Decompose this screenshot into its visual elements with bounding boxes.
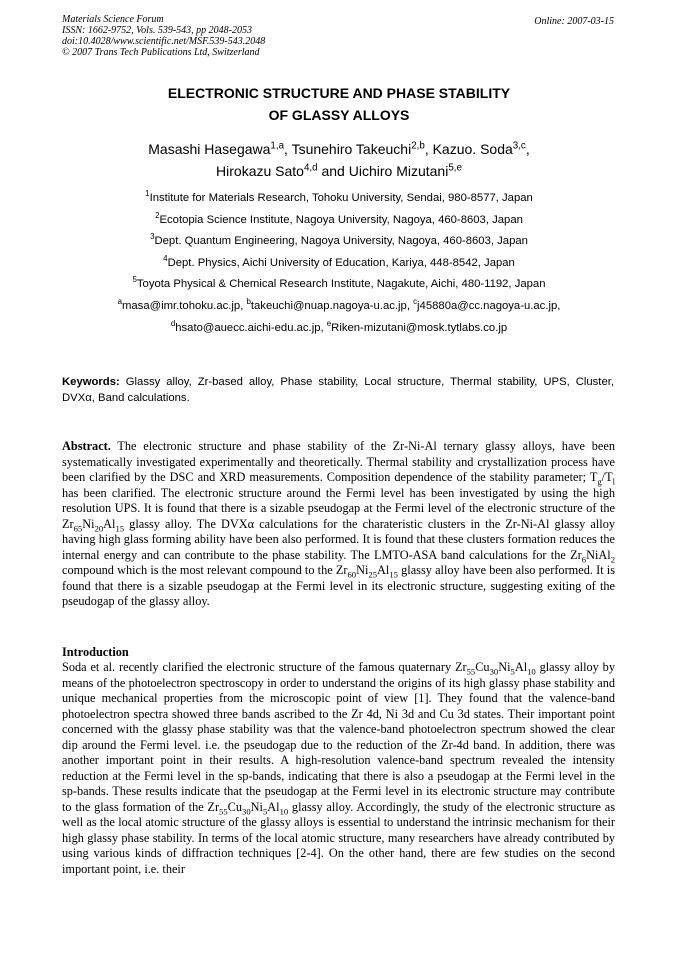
email-link[interactable]: masa@imr.tohoku.ac.jp, (121, 299, 244, 312)
email-link[interactable]: Riken-mizutani@mosk.tytlabs.co.jp (331, 321, 508, 334)
author-affil-mark: 1,a (270, 140, 285, 152)
author-list (0, 138, 678, 182)
email-link[interactable]: j45880a@cc.nagoya-u.ac.jp, (417, 299, 561, 312)
email-line-2: $^d$hsato@auecc.aichi-edu.ac.jp, $^e$Riken-mizutani@mosk.tytlabs.co.jp (170, 318, 508, 334)
author-name: Masashi Hasegawa (148, 141, 271, 157)
author-and: and (321, 163, 345, 179)
keywords-block (62, 374, 614, 406)
affiliation: $^5$Toyota Physical & Chemical Research Institute, Nagakute, Aichi, 480-1192, Japan (132, 275, 546, 291)
keywords-text: Glassy alloy, Zr-based alloy, Phase stability, Local structure, Thermal stability, UPS, Cluster, DVXα, Band calculations. (62, 376, 615, 404)
keywords-label: Keywords: (62, 376, 120, 388)
title-line-1: ELECTRONIC STRUCTURE AND PHASE STABILITY (167, 85, 511, 101)
paper-title (0, 82, 678, 126)
author-line-1: Masashi Hasegawa$^{1,a}$, Tsunehiro Takeuchi$^{2,b}$, Kazuo. Soda$^{3,c}$, (148, 140, 530, 157)
email-link[interactable]: hsato@auecc.aichi-edu.ac.jp, (175, 321, 324, 334)
author-affil-mark: 3,c (512, 140, 526, 152)
affiliation: $^1$Institute for Materials Research, Tohoku University, Sendai, 980-8577, Japan (145, 189, 533, 204)
author-affil-mark: 5,e (448, 162, 462, 174)
author-name: Kazuo. Soda (432, 141, 513, 157)
abstract-label: Abstract. (62, 439, 111, 453)
affiliation: $^4$Dept. Physics, Aichi University of Education, Kariya, 448-8542, Japan (163, 254, 515, 269)
journal-name: Materials Science Forum (62, 14, 164, 25)
issn-line: ISSN: 1662-9752, Vols. 539-543, pp 2048-2053 (62, 25, 252, 36)
author-name: Tsunehiro Takeuchi (291, 141, 412, 157)
title-line-2: OF GLASSY ALLOYS (268, 107, 410, 123)
affiliation-list (0, 188, 678, 339)
online-date: Online: 2007-03-15 (534, 16, 614, 27)
email-line-1: $^a$masa@imr.tohoku.ac.jp, $^b$takeuchi@nuap.nagoya-u.ac.jp, $^c$j45880a@cc.nagoya-u.ac.jp, (117, 297, 561, 312)
email-link[interactable]: takeuchi@nuap.nagoya-u.ac.jp, (250, 299, 410, 312)
author-name: Uichiro Mizutani (348, 163, 449, 179)
author-name: Hirokazu Sato (216, 163, 304, 179)
doi-line: doi:10.4028/www.scientific.net/MSF.539-543.2048 (62, 36, 266, 47)
author-affil-mark: 4,d (303, 162, 318, 174)
copyright-line: © 2007 Trans Tech Publications Ltd, Switzerland (62, 47, 260, 58)
section-heading-introduction: Introduction (62, 645, 129, 659)
journal-header (62, 14, 265, 58)
affiliation: $^2$Ecotopia Science Institute, Nagoya University, Nagoya, 460-8603, Japan (155, 210, 523, 226)
author-line-2 (0, 160, 678, 182)
introduction-paragraph: Soda et al. recently clarified the electronic structure of the famous quaternary $Zr_{55}Cu_{30}Ni_5Al_{10}$ glassy alloy by means of the photoelectron spectroscopy in order to understand the origins of its high glassy phase stability and unique mechanical properties from the microscopic point of view [1]. They found that the valence-band photoelectron spectra showed three bands ascribed to the Zr 4d, Ni 3d and Cu 3d states. Their important point concerned with the glassy phase stability was that the valence-band photoelectron spectrum showed the clear dip around the Fermi level. i.e. the pseudogap due to the reduction of the Zr-4d band. In addition, there was another important point in their results. A high-resolution valence-band spectrum revealed the intensity reduction at the Fermi level in the sp-bands, indicating that there is also a pseudogap at the Fermi level in the sp-bands. These results indicate that the pseudogap at the Fermi level in its electronic structure may contribute to the glass formation of the $Zr_{55}Cu_{30}Ni_5Al_{10}$ glassy alloy. Accordingly, the study of the electronic structure as well as the local atomic structure of the glassy alloys is essential to understand the intrinsic mechanism for their high glassy phase stability. In terms of the local atomic structure, many researchers have already contributed by using various kinds of diffraction techniques [2-4]. On the other hand, there are few studies on the second important point, i.e. their (62, 660, 615, 876)
abstract-paragraph: Abstract. The electronic structure and phase stability of the Zr-Ni-Al ternary glassy alloys, have been systematically investigated experimentally and theoretically. Thermal stability and crystallization process have been clarified by the DSC and XRD measurements. Composition dependence of the stability parameter; $T_g/T_l$ has been clarified. The electronic structure around the Fermi level has been investigated by using the high resolution UPS. It is found that there is a sizable pseudogap at the Fermi level of the electronic structure of the $Zr_{65}Ni_{20}Al_{15}$ glassy alloy. The DVXα calculations for the charateristic clusters in the Zr-Ni-Al glassy alloy having high glass forming ability have been also performed. It is found that these clusters formation reduces the internal energy and can contribute to the phase stability. The LMTO-ASA band calculations for the $Zr_6NiAl_2$ compound which is the most relevant compound to the $Zr_{60}Ni_{25}Al_{15}$ glassy alloy have been also performed. It is found that there is a sizable pseudogap at the Fermi level in its electronic structure, suggesting exiting of the pseudogap of the glassy alloy. (62, 439, 616, 608)
author-affil-mark: 2,b (411, 140, 425, 152)
affiliation: $^3$Dept. Quantum Engineering, Nagoya University, Nagoya, 460-8603, Japan (150, 232, 528, 248)
